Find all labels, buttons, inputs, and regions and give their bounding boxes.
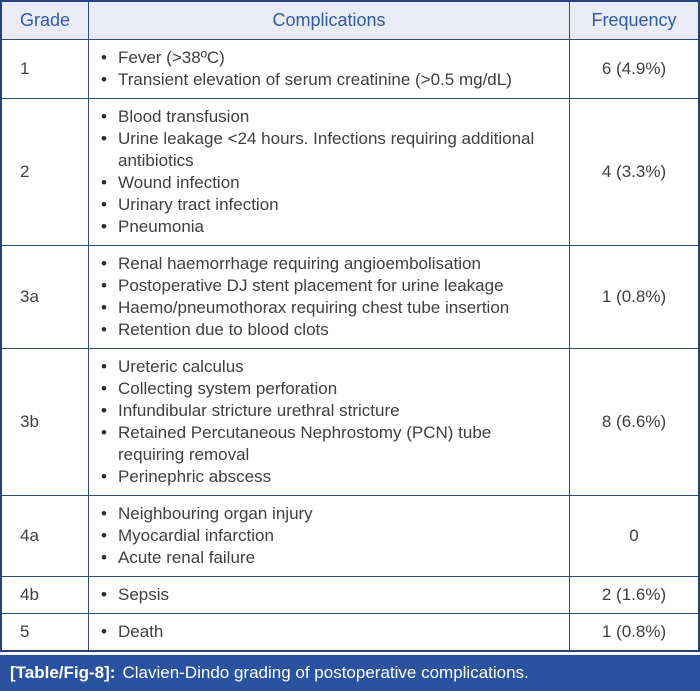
table-row [1, 496, 699, 577]
grade-cell: 3a [1, 246, 89, 349]
complication-text: Retained Percutaneous Nephrostomy (PCN) tube requiring removal [118, 423, 492, 464]
frequency-cell: 1 (0.8%) [570, 614, 700, 652]
bullet-icon: • [101, 129, 107, 148]
complication-text: Myocardial infarction [118, 526, 274, 545]
header-row [1, 1, 699, 40]
header-complications: Complications [89, 1, 570, 40]
caption-text: Clavien-Dindo grading of postoperative complications. [122, 663, 529, 682]
complication-item [101, 584, 555, 606]
complication-text: Sepsis [118, 585, 170, 604]
bullet-icon: • [101, 48, 107, 67]
bullet-icon: • [101, 622, 107, 641]
complications-cell [89, 40, 570, 99]
bullet-icon: • [101, 548, 107, 567]
complication-text: Retention due to blood clots [118, 320, 329, 339]
complication-text: Ureteric calculus [118, 357, 244, 376]
bullet-icon: • [101, 254, 107, 273]
complications-cell [89, 577, 570, 614]
complication-text: Haemo/pneumothorax requiring chest tube insertion [118, 298, 510, 317]
complication-text: Infundibular stricture urethral stricture [118, 401, 400, 420]
caption-label: [Table/Fig-8]: [10, 663, 116, 682]
frequency-cell: 8 (6.6%) [570, 349, 700, 496]
complication-text: Urinary tract infection [118, 195, 279, 214]
complication-item [101, 319, 555, 341]
frequency-cell: 0 [570, 496, 700, 577]
bullet-icon: • [101, 504, 107, 523]
complication-item [101, 47, 555, 69]
bullet-icon: • [101, 217, 107, 236]
complication-item [101, 356, 555, 378]
complications-list [101, 253, 555, 341]
complication-item [101, 525, 555, 547]
complication-item [101, 253, 555, 275]
complication-item [101, 621, 555, 643]
bullet-icon: • [101, 357, 107, 376]
bullet-icon: • [101, 107, 107, 126]
complication-text: Pneumonia [118, 217, 205, 236]
complication-text: Collecting system perforation [118, 379, 338, 398]
complication-text: Renal haemorrhage requiring angioembolisation [118, 254, 481, 273]
complications-cell [89, 349, 570, 496]
complication-text: Transient elevation of serum creatinine (>0.5 mg/dL) [118, 70, 512, 89]
table-row [1, 349, 699, 496]
complication-item [101, 466, 555, 488]
complications-list [101, 584, 555, 606]
complications-list [101, 621, 555, 643]
complication-text: Acute renal failure [118, 548, 256, 567]
frequency-cell: 6 (4.9%) [570, 40, 700, 99]
grade-cell: 2 [1, 99, 89, 246]
complication-item [101, 378, 555, 400]
complication-item [101, 297, 555, 319]
complication-item [101, 503, 555, 525]
figure-caption [0, 655, 700, 691]
bullet-icon: • [101, 585, 107, 604]
table-header [1, 1, 699, 40]
complication-item [101, 172, 555, 194]
table-row [1, 614, 699, 652]
bullet-icon: • [101, 195, 107, 214]
complication-item [101, 69, 555, 91]
bullet-icon: • [101, 401, 107, 420]
complication-item [101, 128, 555, 172]
table-row [1, 577, 699, 614]
table-row [1, 99, 699, 246]
grade-cell: 4a [1, 496, 89, 577]
complication-item [101, 216, 555, 238]
bullet-icon: • [101, 276, 107, 295]
complication-text: Blood transfusion [118, 107, 250, 126]
frequency-cell: 4 (3.3%) [570, 99, 700, 246]
bullet-icon: • [101, 173, 107, 192]
complication-text: Postoperative DJ stent placement for urine leakage [118, 276, 504, 295]
complication-item [101, 547, 555, 569]
frequency-cell: 1 (0.8%) [570, 246, 700, 349]
complications-cell [89, 496, 570, 577]
grade-cell: 5 [1, 614, 89, 652]
complication-text: Urine leakage <24 hours. Infections requiring additional antibiotics [118, 129, 535, 170]
complication-item [101, 422, 555, 466]
complication-item [101, 400, 555, 422]
bullet-icon: • [101, 70, 107, 89]
bullet-icon: • [101, 320, 107, 339]
complication-text: Death [118, 622, 164, 641]
complication-item [101, 194, 555, 216]
bullet-icon: • [101, 467, 107, 486]
complications-list [101, 503, 555, 569]
table-body [1, 40, 699, 652]
complication-item [101, 275, 555, 297]
complication-text: Wound infection [118, 173, 240, 192]
complications-list [101, 47, 555, 91]
bullet-icon: • [101, 423, 107, 442]
table-row [1, 40, 699, 99]
frequency-cell: 2 (1.6%) [570, 577, 700, 614]
bullet-icon: • [101, 298, 107, 317]
complications-cell [89, 246, 570, 349]
complications-list [101, 356, 555, 488]
complications-cell [89, 614, 570, 652]
bullet-icon: • [101, 379, 107, 398]
bullet-icon: • [101, 526, 107, 545]
complication-text: Fever (>38ºC) [118, 48, 225, 67]
complications-cell [89, 99, 570, 246]
complication-text: Perinephric abscess [118, 467, 272, 486]
grade-cell: 4b [1, 577, 89, 614]
header-grade: Grade [1, 1, 89, 40]
complication-item [101, 106, 555, 128]
header-frequency: Frequency [570, 1, 700, 40]
complications-list [101, 106, 555, 238]
complication-text: Neighbouring organ injury [118, 504, 313, 523]
table-row [1, 246, 699, 349]
grade-cell: 1 [1, 40, 89, 99]
grade-cell: 3b [1, 349, 89, 496]
